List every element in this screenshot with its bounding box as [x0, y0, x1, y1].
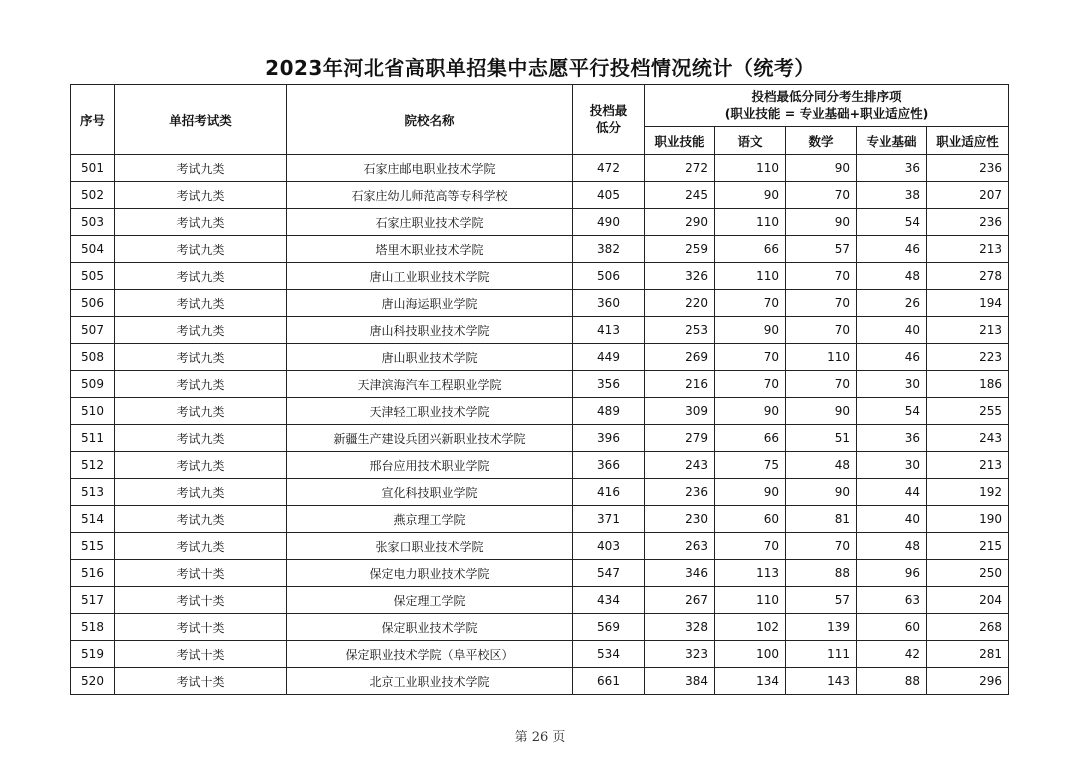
table-row [71, 263, 1009, 290]
vocational-skill-cell: 253 [645, 317, 715, 344]
math-cell: 51 [786, 425, 857, 452]
vocational-skill-cell: 384 [645, 668, 715, 695]
vocational-skill-cell: 326 [645, 263, 715, 290]
seq-cell: 505 [71, 263, 115, 290]
seq-cell: 519 [71, 641, 115, 668]
school-name-cell: 石家庄邮电职业技术学院 [287, 155, 573, 182]
vocational-skill-cell: 290 [645, 209, 715, 236]
seq-cell: 513 [71, 479, 115, 506]
school-name-cell: 邢台应用技术职业学院 [287, 452, 573, 479]
school-name-cell: 保定理工学院 [287, 587, 573, 614]
school-name-cell: 唐山科技职业技术学院 [287, 317, 573, 344]
chinese-cell: 110 [715, 587, 786, 614]
table-row [71, 587, 1009, 614]
professional-basis-cell: 48 [857, 533, 927, 560]
professional-basis-cell: 54 [857, 398, 927, 425]
chinese-cell: 110 [715, 209, 786, 236]
chinese-cell: 90 [715, 182, 786, 209]
seq-cell: 503 [71, 209, 115, 236]
min-score-cell: 449 [573, 344, 645, 371]
seq-cell: 509 [71, 371, 115, 398]
seq-cell: 518 [71, 614, 115, 641]
vocational-aptitude-cell: 223 [927, 344, 1009, 371]
min-score-cell: 489 [573, 398, 645, 425]
chinese-cell: 134 [715, 668, 786, 695]
header-seq: 序号 [71, 85, 115, 155]
min-score-cell: 434 [573, 587, 645, 614]
table-row [71, 425, 1009, 452]
vocational-aptitude-cell: 215 [927, 533, 1009, 560]
seq-cell: 511 [71, 425, 115, 452]
chinese-cell: 90 [715, 398, 786, 425]
seq-cell: 501 [71, 155, 115, 182]
vocational-skill-cell: 236 [645, 479, 715, 506]
chinese-cell: 70 [715, 344, 786, 371]
vocational-aptitude-cell: 213 [927, 317, 1009, 344]
chinese-cell: 90 [715, 479, 786, 506]
min-score-cell: 472 [573, 155, 645, 182]
math-cell: 88 [786, 560, 857, 587]
table-row [71, 236, 1009, 263]
table-row [71, 560, 1009, 587]
chinese-cell: 66 [715, 236, 786, 263]
header-tiebreak-title: 投档最低分同分考生排序项 [751, 89, 902, 105]
seq-cell: 520 [71, 668, 115, 695]
chinese-cell: 70 [715, 371, 786, 398]
seq-cell: 514 [71, 506, 115, 533]
min-score-cell: 569 [573, 614, 645, 641]
vocational-skill-cell: 263 [645, 533, 715, 560]
chinese-cell: 110 [715, 155, 786, 182]
table-row [71, 290, 1009, 317]
exam-type-cell: 考试九类 [115, 209, 287, 236]
exam-type-cell: 考试九类 [115, 155, 287, 182]
vocational-skill-cell: 259 [645, 236, 715, 263]
chinese-cell: 70 [715, 290, 786, 317]
vocational-skill-cell: 279 [645, 425, 715, 452]
math-cell: 90 [786, 155, 857, 182]
school-name-cell: 燕京理工学院 [287, 506, 573, 533]
chinese-cell: 102 [715, 614, 786, 641]
math-cell: 143 [786, 668, 857, 695]
exam-type-cell: 考试九类 [115, 425, 287, 452]
header-tiebreak [645, 85, 1009, 127]
professional-basis-cell: 54 [857, 209, 927, 236]
min-score-cell: 413 [573, 317, 645, 344]
math-cell: 139 [786, 614, 857, 641]
vocational-aptitude-cell: 204 [927, 587, 1009, 614]
vocational-skill-cell: 267 [645, 587, 715, 614]
table-row [71, 506, 1009, 533]
professional-basis-cell: 42 [857, 641, 927, 668]
vocational-skill-cell: 272 [645, 155, 715, 182]
min-score-cell: 366 [573, 452, 645, 479]
vocational-skill-cell: 220 [645, 290, 715, 317]
professional-basis-cell: 44 [857, 479, 927, 506]
table-row [71, 155, 1009, 182]
vocational-aptitude-cell: 243 [927, 425, 1009, 452]
vocational-aptitude-cell: 190 [927, 506, 1009, 533]
exam-type-cell: 考试九类 [115, 506, 287, 533]
school-name-cell: 石家庄职业技术学院 [287, 209, 573, 236]
professional-basis-cell: 63 [857, 587, 927, 614]
school-name-cell: 保定电力职业技术学院 [287, 560, 573, 587]
min-score-cell: 356 [573, 371, 645, 398]
table-row [71, 209, 1009, 236]
table-row [71, 641, 1009, 668]
seq-cell: 517 [71, 587, 115, 614]
min-score-cell: 506 [573, 263, 645, 290]
header-min-score: 投档最低分 [573, 85, 645, 155]
header-chinese: 语文 [715, 127, 786, 155]
page-number: 第 26 页 [514, 730, 566, 745]
table-row [71, 371, 1009, 398]
exam-type-cell: 考试九类 [115, 371, 287, 398]
exam-type-cell: 考试九类 [115, 317, 287, 344]
table-row [71, 317, 1009, 344]
seq-cell: 504 [71, 236, 115, 263]
seq-cell: 510 [71, 398, 115, 425]
table-row [71, 668, 1009, 695]
school-name-cell: 张家口职业技术学院 [287, 533, 573, 560]
min-score-cell: 405 [573, 182, 645, 209]
seq-cell: 512 [71, 452, 115, 479]
admission-table [70, 84, 1009, 695]
header-school: 院校名称 [287, 85, 573, 155]
vocational-aptitude-cell: 213 [927, 452, 1009, 479]
exam-type-cell: 考试九类 [115, 452, 287, 479]
chinese-cell: 70 [715, 533, 786, 560]
vocational-aptitude-cell: 213 [927, 236, 1009, 263]
vocational-aptitude-cell: 236 [927, 155, 1009, 182]
vocational-skill-cell: 216 [645, 371, 715, 398]
table-row [71, 479, 1009, 506]
math-cell: 90 [786, 209, 857, 236]
professional-basis-cell: 60 [857, 614, 927, 641]
table-row [71, 344, 1009, 371]
math-cell: 90 [786, 398, 857, 425]
school-name-cell: 唐山海运职业学院 [287, 290, 573, 317]
header-math: 数学 [786, 127, 857, 155]
exam-type-cell: 考试十类 [115, 560, 287, 587]
exam-type-cell: 考试九类 [115, 236, 287, 263]
min-score-cell: 403 [573, 533, 645, 560]
table-body [71, 155, 1009, 695]
chinese-cell: 100 [715, 641, 786, 668]
math-cell: 70 [786, 533, 857, 560]
min-score-cell: 360 [573, 290, 645, 317]
table-row [71, 614, 1009, 641]
professional-basis-cell: 30 [857, 371, 927, 398]
min-score-cell: 416 [573, 479, 645, 506]
vocational-aptitude-cell: 250 [927, 560, 1009, 587]
school-name-cell: 唐山工业职业技术学院 [287, 263, 573, 290]
vocational-aptitude-cell: 194 [927, 290, 1009, 317]
header-vocational-skill: 职业技能 [645, 127, 715, 155]
table-row [71, 452, 1009, 479]
seq-cell: 502 [71, 182, 115, 209]
professional-basis-cell: 36 [857, 155, 927, 182]
page-title: 2023年河北省高职单招集中志愿平行投档情况统计（统考） [265, 56, 815, 80]
min-score-cell: 382 [573, 236, 645, 263]
math-cell: 70 [786, 371, 857, 398]
vocational-skill-cell: 309 [645, 398, 715, 425]
table-row [71, 182, 1009, 209]
exam-type-cell: 考试九类 [115, 182, 287, 209]
math-cell: 57 [786, 587, 857, 614]
math-cell: 70 [786, 263, 857, 290]
vocational-skill-cell: 245 [645, 182, 715, 209]
vocational-skill-cell: 230 [645, 506, 715, 533]
school-name-cell: 天津轻工职业技术学院 [287, 398, 573, 425]
header-exam-type: 单招考试类 [115, 85, 287, 155]
math-cell: 70 [786, 290, 857, 317]
school-name-cell: 北京工业职业技术学院 [287, 668, 573, 695]
professional-basis-cell: 38 [857, 182, 927, 209]
chinese-cell: 60 [715, 506, 786, 533]
professional-basis-cell: 46 [857, 344, 927, 371]
math-cell: 110 [786, 344, 857, 371]
header-tiebreak-note: (职业技能 = 专业基础+职业适应性) [724, 105, 929, 121]
professional-basis-cell: 40 [857, 506, 927, 533]
chinese-cell: 113 [715, 560, 786, 587]
header-professional-basis: 专业基础 [857, 127, 927, 155]
math-cell: 81 [786, 506, 857, 533]
school-name-cell: 天津滨海汽车工程职业学院 [287, 371, 573, 398]
math-cell: 70 [786, 317, 857, 344]
vocational-aptitude-cell: 281 [927, 641, 1009, 668]
table-row [71, 398, 1009, 425]
min-score-cell: 396 [573, 425, 645, 452]
professional-basis-cell: 88 [857, 668, 927, 695]
exam-type-cell: 考试九类 [115, 479, 287, 506]
vocational-aptitude-cell: 278 [927, 263, 1009, 290]
chinese-cell: 75 [715, 452, 786, 479]
vocational-aptitude-cell: 255 [927, 398, 1009, 425]
school-name-cell: 宣化科技职业学院 [287, 479, 573, 506]
professional-basis-cell: 30 [857, 452, 927, 479]
exam-type-cell: 考试十类 [115, 641, 287, 668]
vocational-aptitude-cell: 268 [927, 614, 1009, 641]
min-score-cell: 534 [573, 641, 645, 668]
vocational-skill-cell: 269 [645, 344, 715, 371]
school-name-cell: 保定职业技术学院（阜平校区） [287, 641, 573, 668]
vocational-aptitude-cell: 192 [927, 479, 1009, 506]
chinese-cell: 90 [715, 317, 786, 344]
vocational-skill-cell: 243 [645, 452, 715, 479]
vocational-aptitude-cell: 236 [927, 209, 1009, 236]
exam-type-cell: 考试九类 [115, 290, 287, 317]
math-cell: 57 [786, 236, 857, 263]
min-score-cell: 661 [573, 668, 645, 695]
professional-basis-cell: 26 [857, 290, 927, 317]
vocational-skill-cell: 323 [645, 641, 715, 668]
seq-cell: 516 [71, 560, 115, 587]
professional-basis-cell: 36 [857, 425, 927, 452]
vocational-skill-cell: 328 [645, 614, 715, 641]
math-cell: 70 [786, 182, 857, 209]
exam-type-cell: 考试十类 [115, 614, 287, 641]
min-score-cell: 547 [573, 560, 645, 587]
seq-cell: 506 [71, 290, 115, 317]
professional-basis-cell: 46 [857, 236, 927, 263]
math-cell: 90 [786, 479, 857, 506]
min-score-cell: 490 [573, 209, 645, 236]
vocational-aptitude-cell: 207 [927, 182, 1009, 209]
min-score-cell: 371 [573, 506, 645, 533]
header-vocational-aptitude: 职业适应性 [927, 127, 1009, 155]
seq-cell: 515 [71, 533, 115, 560]
exam-type-cell: 考试十类 [115, 668, 287, 695]
vocational-skill-cell: 346 [645, 560, 715, 587]
exam-type-cell: 考试九类 [115, 533, 287, 560]
school-name-cell: 塔里木职业技术学院 [287, 236, 573, 263]
school-name-cell: 唐山职业技术学院 [287, 344, 573, 371]
professional-basis-cell: 40 [857, 317, 927, 344]
vocational-aptitude-cell: 186 [927, 371, 1009, 398]
seq-cell: 508 [71, 344, 115, 371]
vocational-aptitude-cell: 296 [927, 668, 1009, 695]
exam-type-cell: 考试九类 [115, 344, 287, 371]
math-cell: 111 [786, 641, 857, 668]
school-name-cell: 石家庄幼儿师范高等专科学校 [287, 182, 573, 209]
chinese-cell: 66 [715, 425, 786, 452]
professional-basis-cell: 96 [857, 560, 927, 587]
school-name-cell: 保定职业技术学院 [287, 614, 573, 641]
chinese-cell: 110 [715, 263, 786, 290]
exam-type-cell: 考试九类 [115, 263, 287, 290]
table-row [71, 533, 1009, 560]
school-name-cell: 新疆生产建设兵团兴新职业技术学院 [287, 425, 573, 452]
seq-cell: 507 [71, 317, 115, 344]
exam-type-cell: 考试十类 [115, 587, 287, 614]
math-cell: 48 [786, 452, 857, 479]
exam-type-cell: 考试九类 [115, 398, 287, 425]
professional-basis-cell: 48 [857, 263, 927, 290]
